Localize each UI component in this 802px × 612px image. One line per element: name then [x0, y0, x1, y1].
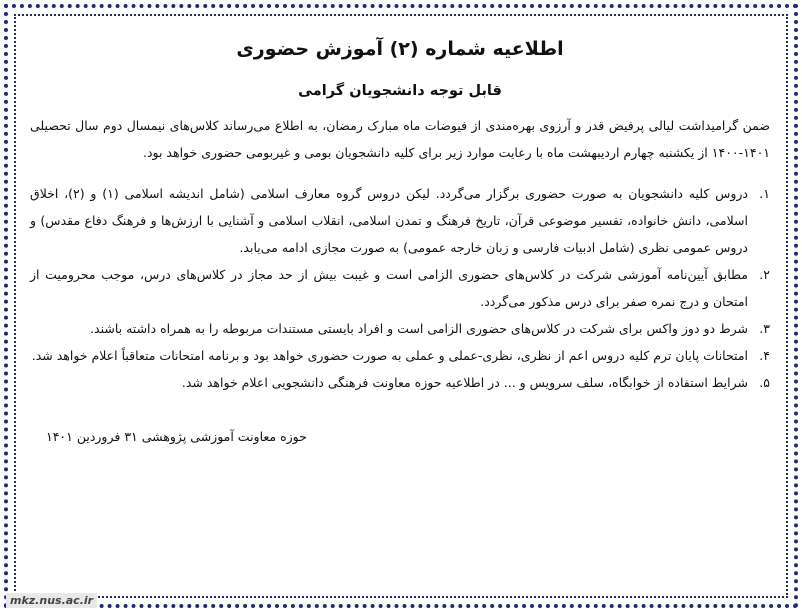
item-number: ۴. — [759, 348, 770, 363]
list-item — [30, 342, 770, 369]
list-item — [30, 315, 770, 342]
list-item — [30, 180, 770, 261]
item-number: ۳. — [759, 321, 770, 336]
item-text: شرایط استفاده از خوابگاه، سلف سرویس و ... در اطلاعیه حوزه معاونت فرهنگی دانشجویی اعلام خواهد شد. — [181, 375, 748, 390]
item-text: شرط دو دوز واکس برای شرکت در کلاس‌های حضوری الزامی است و افراد بایستی مستندات مربوطه را به همراه داشته باشند. — [90, 321, 748, 336]
list-item — [30, 261, 770, 315]
intro-paragraph: ضمن گرامیداشت لیالی پرفیض قدر و آرزوی بهره‌مندی از فیوضات ماه مبارک رمضان، به اطلاع می‌رساند کلاس‌های نیمسال دوم سال تحصیلی ۱۴۰۱-۱۴۰۰ از یکشنبه چهارم اردیبهشت ماه با رعایت موارد زیر برای کلیه دانشجویان بومی و غیربومی حضوری خواهد بود. — [30, 118, 770, 160]
item-text: امتحانات پایان ترم کلیه دروس اعم از نظری، نظری-عملی و عملی به صورت حضوری خواهد بود و برنامه امتحانات متعاقباً اعلام خواهد شد. — [31, 348, 748, 363]
announcement-body — [30, 34, 770, 574]
rules-list — [30, 180, 770, 396]
announcement-title: اطلاعیه شماره (۲) آموزش حضوری — [236, 38, 564, 60]
item-text: مطابق آیین‌نامه آموزشی شرکت در کلاس‌های حضوری الزامی است و غیبت بیش از حد مجاز در کلاس‌های درس، موجب محرومیت از امتحان و درج نمره صفر برای درس مذکور می‌گردد. — [30, 267, 748, 309]
item-text: دروس کلیه دانشجویان به صورت حضوری برگزار می‌گردد. لیکن دروس گروه معارف اسلامی (شامل اندیشه اسلامی (۱) و (۲)، اخلاق اسلامی، دانش خانواده، تفسیر موضوعی قرآن، تاریخ فرهنگ و تمدن اسلامی، انقلاب اسلامی و آشنایی با ارزش‌ها و فرهنگ دفاع مقدس) و دروس عمومی نظری (شامل ادبیات فارسی و زبان خارجه عمومی) به صورت مجازی ادامه می‌یابد. — [30, 186, 748, 255]
item-number: ۵. — [759, 375, 770, 390]
site-watermark: mkz.nus.ac.ir — [6, 593, 97, 608]
signature-line: حوزه معاونت آموزشی پژوهشی ۳۱ فروردین ۱۴۰۱ — [46, 429, 307, 444]
item-number: ۲. — [759, 267, 770, 282]
list-item — [30, 369, 770, 396]
item-number: ۱. — [759, 186, 770, 201]
announcement-subtitle: قابل توجه دانشجویان گرامی — [298, 83, 502, 99]
